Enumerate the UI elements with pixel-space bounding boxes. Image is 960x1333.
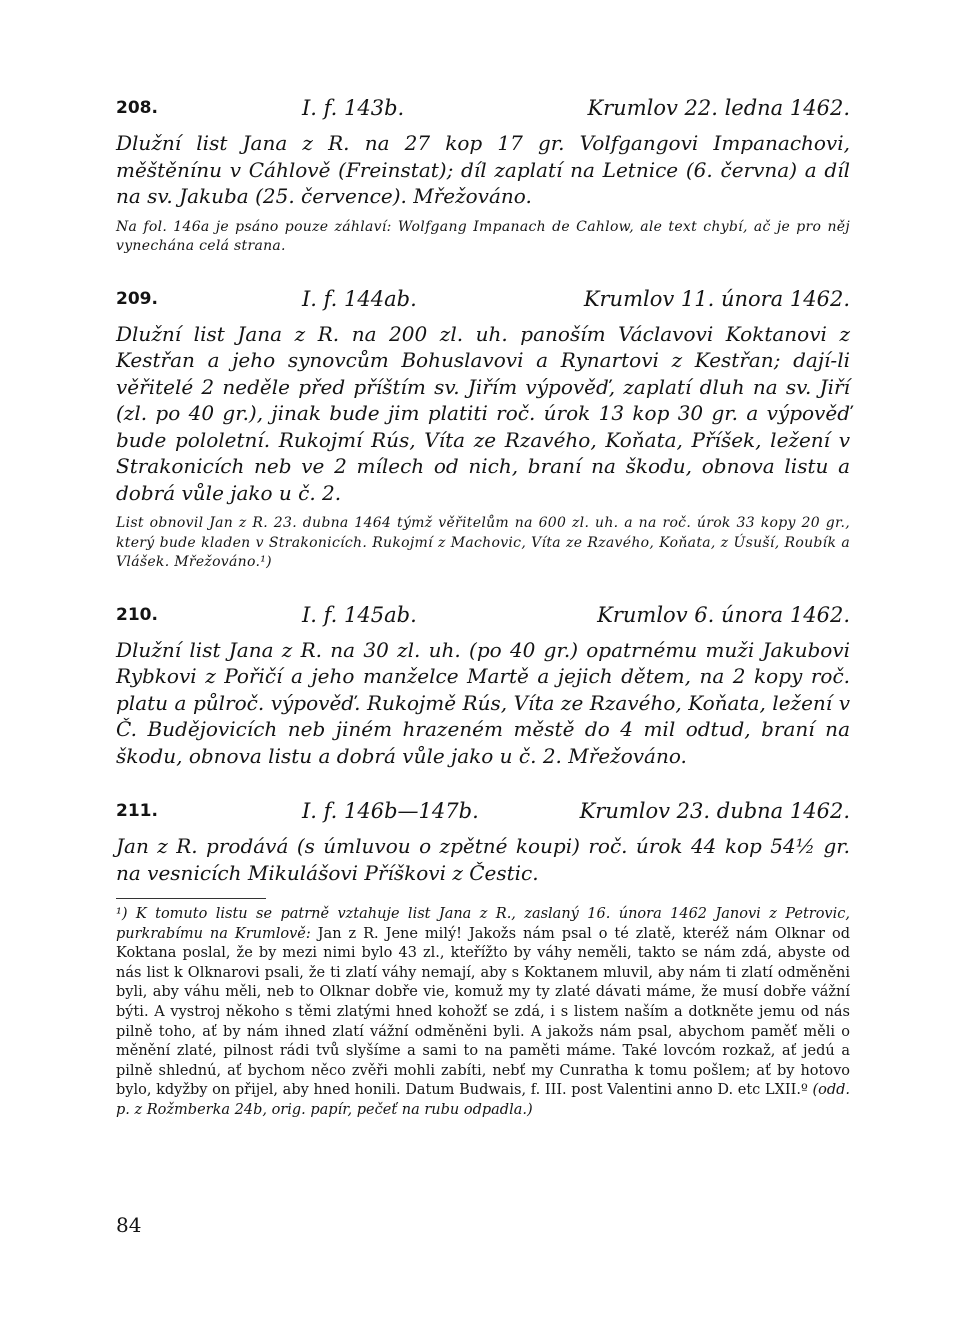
- place-date: Krumlov 11. února 1462.: [583, 286, 850, 311]
- entry-209: [116, 287, 850, 573]
- entry-210: [116, 603, 850, 770]
- entry-text: Dlužní list Jana z R. na 27 kop 17 gr. Volfgangovi Impanachovi, měštěnínu v Cáhlově (Freinstat); díl zaplatí na Letnice (6. června) a díl na sv. Jakuba (25. července). Mřežováno.: [116, 131, 850, 208]
- entry-header: [116, 96, 850, 130]
- entry-number: 208.: [116, 98, 158, 118]
- entry-header: [116, 287, 850, 321]
- page-number: 84: [116, 1213, 142, 1237]
- entry-note: List obnovil Jan z R. 23. dubna 1464 týmž věřitelům na 600 zl. uh. a na roč. úrok 33 kopy 20 gr., který bude kladen v Strakonicích. Rukojmí z Machovic, Víta ze Rzavého, Koňata, z Úsuší, Roubík a Vlášek. Mřežováno.¹): [116, 515, 850, 570]
- folio-reference: I. f. 145ab.: [302, 602, 417, 627]
- folio-reference: I. f. 146b—147b.: [302, 799, 479, 823]
- folio-reference: I. f. 144ab.: [302, 286, 417, 311]
- entry-text: Jan z R. prodává (s úmluvou o zpětné koupi) roč. úrok 44 kop 54½ gr. na vesnicích Mikulášovi Příškovi z Čestic.: [116, 834, 850, 885]
- footnote: [116, 905, 850, 1121]
- entry-number: 211.: [116, 801, 158, 821]
- entry-text: Dlužní list Jana z R. na 30 zl. uh. (po 40 gr.) opatrnému muži Jakubovi Rybkovi z Pořičí a jeho manželce Martě a jejich dětem, na 2 kopy roč. platu a půlroč. výpověď. Rukojmě Rús, Víta ze Rzavého, Koňata, ležení v Č. Budějovicích neb jiném hrazeném městě do 4 mil odtud, braní na škodu, obnova listu a dobrá vůle jako u č. 2. Mřežováno.: [116, 637, 850, 768]
- entry-note: Na fol. 146a je psáno pouze záhlaví: Wolfgang Impanach de Cahlow, ale text chybí, ač je pro něj vynechána celá strana.: [116, 218, 850, 254]
- footnote-body: Jan z R. Jene milý! Jakožs nám psal o té zlatě, kteréž nám Olknar od Koktana poslal, že by mezi nimi bylo 43 zl., kteřížto by váhy neměli, takto se nám zdá, abyste od nás list k Olknarovi psali, že ti zlatí váhy nemají, aby s Koktanem mluvil, aby nám ti zlatí odměněni byli, aby váhu měli, neb to Olknar dobře vie, komuž my ty zlaté dávati máme, že musí dobře vážní býti. A vystroj někoho s těmi zlatými hned kohožť se zdá, i s listem naším a dotkněte jemu od nás pilně toho, ať by nám ihned zlatí vážní odměněni byli. A jakožs nám psal, abychom paměť měli o měnění zlaté, pilnost rádi tvů slyšíme a sami to na paměti máme. Také lovcóm rozkaž, ať jedú a pilně shlednú, ať bychom něco zvěři mohli zabíti, nebť my Cunratha k tomu pošlem; ať by hotovo bylo, kdyžby on přijel, aby hned honili. Datum Budwais, f. III. post Valentini anno D. etc LXII.º: [116, 925, 850, 1099]
- place-date: Krumlov 22. ledna 1462.: [587, 96, 850, 120]
- entry-header: [116, 603, 850, 637]
- footnote-divider: [116, 898, 266, 899]
- entry-number: 210.: [116, 604, 158, 625]
- entry-text: Dlužní list Jana z R. na 200 zl. uh. panoším Václavovi Koktanovi z Kestřan a jeho synovcům Bohuslavovi a Rynartovi z Kestřan; dají-li věřitelé 2 neděle před příštím sv. Jiřím výpověď, zaplatí dluh na sv. Jiří (zl. po 40 gr.), jinak bude jim platiti roč. úrok 13 kop 30 gr. a výpověď bude pololetní. Rukojmí Rús, Víta ze Rzavého, Koňata, Příšek, ležení v Strakonicích neb ve 2 mílech od nich, braní na škodu, obnova listu a dobrá vůle jako u č. 2.: [116, 321, 850, 505]
- entry-208: [116, 96, 850, 257]
- folio-reference: I. f. 143b.: [302, 96, 405, 120]
- entry-number: 209.: [116, 288, 158, 309]
- document-page: [116, 96, 850, 1121]
- place-date: Krumlov 6. února 1462.: [597, 602, 850, 627]
- footnote-lead: ¹) K tomuto listu se patrně vztahuje list Jana z R., zaslaný 16. února 1462 Janovi z Petrovic, purkrabímu na Krumlově:: [116, 906, 850, 942]
- place-date: Krumlov 23. dubna 1462.: [579, 799, 850, 823]
- entry-211: [116, 799, 850, 886]
- entry-header: [116, 799, 850, 833]
- footnote-source: (odd. p. z Rožmberka 24b, orig. papír, pečeť na rubu odpadla.): [116, 1082, 850, 1118]
